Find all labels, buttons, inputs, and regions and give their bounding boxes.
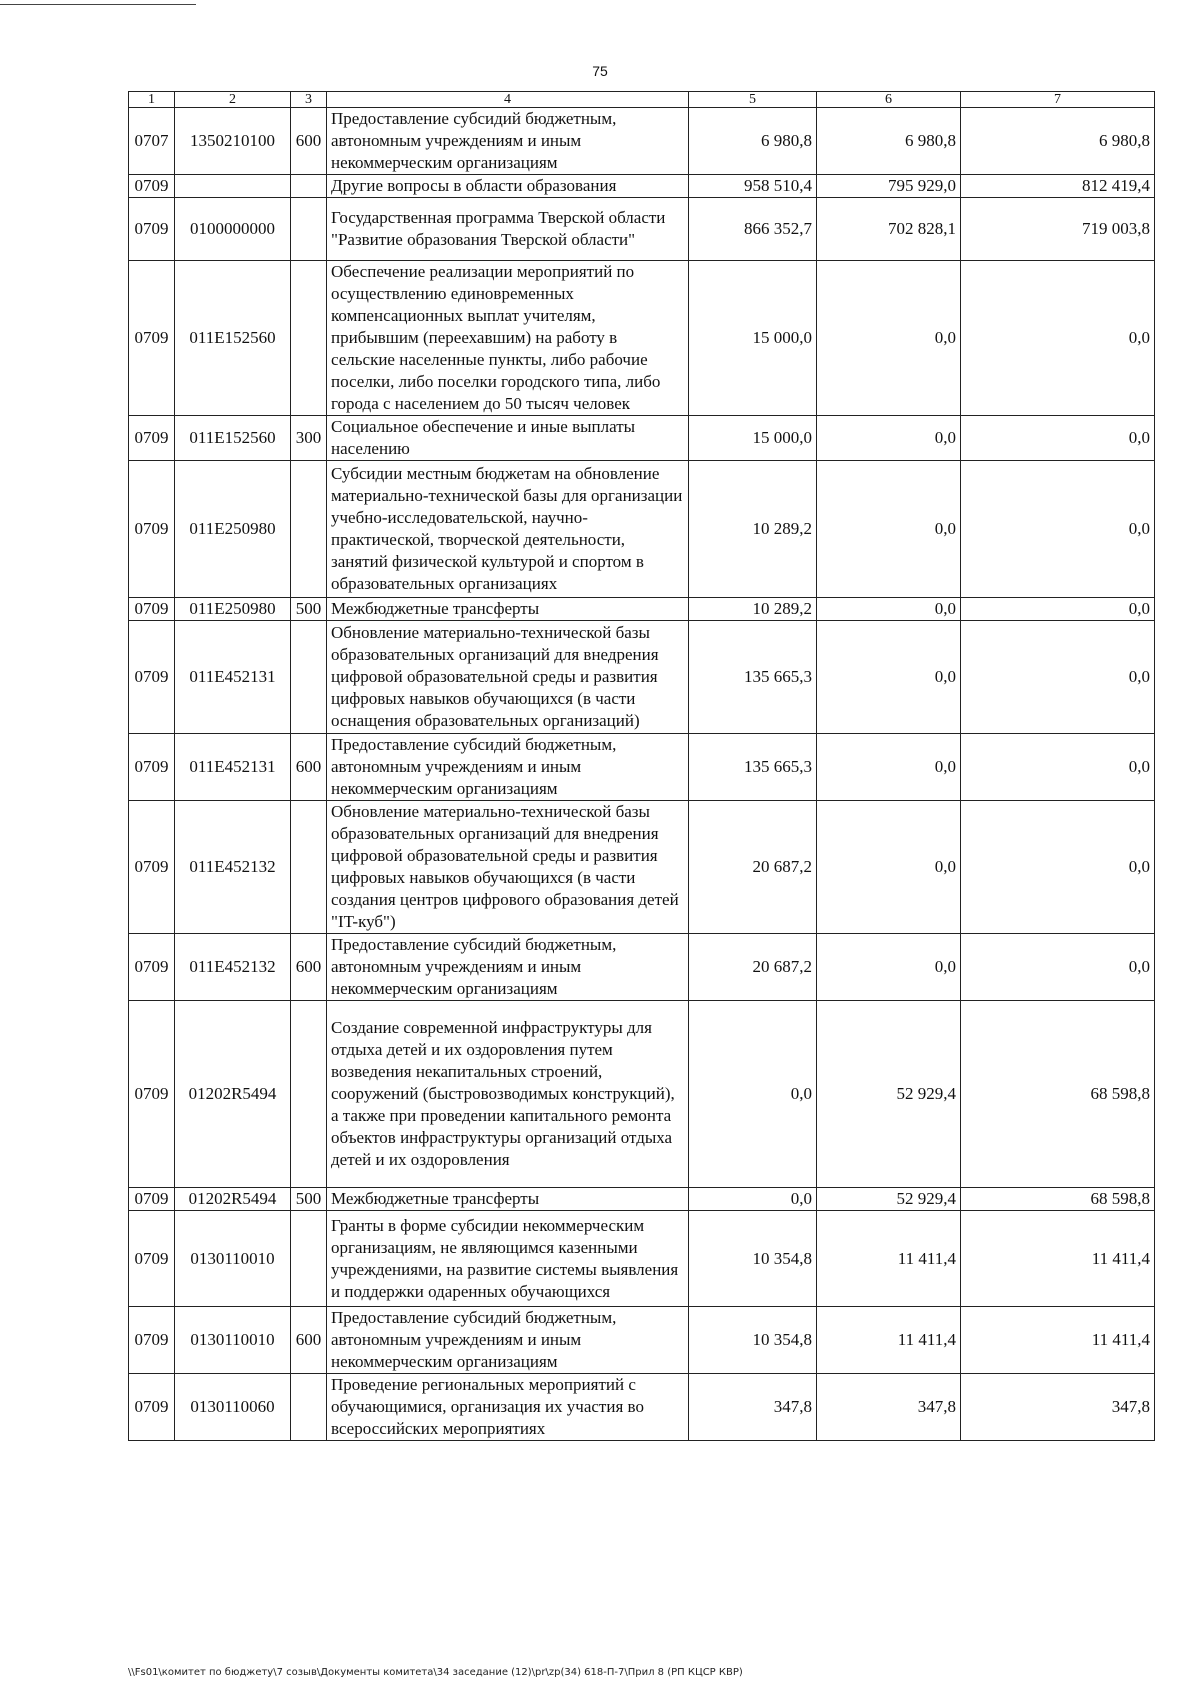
amount-year-2-cell: 0,0 xyxy=(817,934,961,1001)
section-code-cell: 0709 xyxy=(129,198,175,261)
description-cell: Другие вопросы в области образования xyxy=(327,175,689,198)
amount-year-2-cell: 0,0 xyxy=(817,461,961,598)
section-code-cell: 0709 xyxy=(129,1211,175,1307)
amount-year-1-cell: 10 354,8 xyxy=(689,1211,817,1307)
amount-year-3-cell: 0,0 xyxy=(961,461,1155,598)
expense-type-cell xyxy=(291,1374,327,1441)
section-code-cell: 0709 xyxy=(129,734,175,801)
column-header-row xyxy=(129,92,1155,108)
column-header: 5 xyxy=(689,92,817,108)
amount-year-2-cell: 0,0 xyxy=(817,416,961,461)
amount-year-1-cell: 135 665,3 xyxy=(689,734,817,801)
description-cell: Предоставление субсидий бюджетным, автономным учреждениям и иным некоммерческим организациям xyxy=(327,1307,689,1374)
amount-year-1-cell: 135 665,3 xyxy=(689,621,817,734)
description-cell: Межбюджетные трансферты xyxy=(327,598,689,621)
amount-year-3-cell: 0,0 xyxy=(961,934,1155,1001)
amount-year-3-cell: 0,0 xyxy=(961,801,1155,934)
table-row xyxy=(129,1188,1155,1211)
target-code-cell: 011E250980 xyxy=(175,461,291,598)
amount-year-2-cell: 0,0 xyxy=(817,261,961,416)
page-number: 75 xyxy=(592,63,608,79)
amount-year-3-cell: 11 411,4 xyxy=(961,1307,1155,1374)
section-code-cell: 0709 xyxy=(129,934,175,1001)
amount-year-3-cell: 68 598,8 xyxy=(961,1001,1155,1188)
table-row xyxy=(129,934,1155,1001)
section-code-cell: 0709 xyxy=(129,416,175,461)
table-row xyxy=(129,801,1155,934)
table-row xyxy=(129,621,1155,734)
amount-year-3-cell: 68 598,8 xyxy=(961,1188,1155,1211)
amount-year-1-cell: 10 289,2 xyxy=(689,461,817,598)
amount-year-3-cell: 0,0 xyxy=(961,261,1155,416)
expense-type-cell: 500 xyxy=(291,598,327,621)
corner-line xyxy=(0,4,196,5)
amount-year-1-cell: 20 687,2 xyxy=(689,801,817,934)
expense-type-cell xyxy=(291,261,327,416)
column-header: 1 xyxy=(129,92,175,108)
amount-year-3-cell: 0,0 xyxy=(961,621,1155,734)
target-code-cell: 011E250980 xyxy=(175,598,291,621)
amount-year-2-cell: 11 411,4 xyxy=(817,1211,961,1307)
section-code-cell: 0709 xyxy=(129,461,175,598)
target-code-cell: 0130110010 xyxy=(175,1211,291,1307)
target-code-cell: 0130110060 xyxy=(175,1374,291,1441)
amount-year-2-cell: 11 411,4 xyxy=(817,1307,961,1374)
amount-year-3-cell: 0,0 xyxy=(961,734,1155,801)
target-code-cell: 011E452132 xyxy=(175,801,291,934)
section-code-cell: 0709 xyxy=(129,1001,175,1188)
column-header: 2 xyxy=(175,92,291,108)
table-row xyxy=(129,1001,1155,1188)
expense-type-cell xyxy=(291,461,327,598)
column-header: 3 xyxy=(291,92,327,108)
description-cell: Создание современной инфраструктуры для отдыха детей и их оздоровления путем возведения некапитальных строений, сооружений (быстровозводимых конструкций), а также при проведении капитального ремонта объектов инфраструктуры организаций отдыха детей и их оздоровления xyxy=(327,1001,689,1188)
amount-year-1-cell: 15 000,0 xyxy=(689,261,817,416)
expense-type-cell xyxy=(291,1001,327,1188)
column-header: 7 xyxy=(961,92,1155,108)
section-code-cell: 0709 xyxy=(129,801,175,934)
expense-type-cell xyxy=(291,801,327,934)
target-code-cell: 01202R5494 xyxy=(175,1001,291,1188)
target-code-cell: 011E152560 xyxy=(175,261,291,416)
amount-year-3-cell: 0,0 xyxy=(961,598,1155,621)
description-cell: Предоставление субсидий бюджетным, автономным учреждениям и иным некоммерческим организациям xyxy=(327,934,689,1001)
table-row xyxy=(129,1307,1155,1374)
amount-year-1-cell: 10 354,8 xyxy=(689,1307,817,1374)
section-code-cell: 0707 xyxy=(129,108,175,175)
expense-type-cell: 600 xyxy=(291,108,327,175)
table-row xyxy=(129,416,1155,461)
description-cell: Государственная программа Тверской области "Развитие образования Тверской области" xyxy=(327,198,689,261)
amount-year-3-cell: 347,8 xyxy=(961,1374,1155,1441)
amount-year-1-cell: 0,0 xyxy=(689,1188,817,1211)
amount-year-1-cell: 958 510,4 xyxy=(689,175,817,198)
footer-file-path: \\Fs01\комитет по бюджету\7 созыв\Документы комитета\34 заседание (12)\pr\zp(34) 618-П-7\Прил 8 (РП КЦСР КВР) xyxy=(128,1667,743,1678)
description-cell: Обновление материально-технической базы образовательных организаций для внедрения цифровой образовательной среды и развития цифровых навыков обучающихся (в части создания центров цифрового образования детей "IT-куб") xyxy=(327,801,689,934)
amount-year-3-cell: 719 003,8 xyxy=(961,198,1155,261)
table-row xyxy=(129,261,1155,416)
amount-year-3-cell: 11 411,4 xyxy=(961,1211,1155,1307)
amount-year-2-cell: 0,0 xyxy=(817,598,961,621)
column-header: 4 xyxy=(327,92,689,108)
expense-type-cell: 600 xyxy=(291,734,327,801)
table-row xyxy=(129,1211,1155,1307)
description-cell: Социальное обеспечение и иные выплаты населению xyxy=(327,416,689,461)
amount-year-1-cell: 866 352,7 xyxy=(689,198,817,261)
expense-type-cell xyxy=(291,1211,327,1307)
section-code-cell: 0709 xyxy=(129,1188,175,1211)
amount-year-2-cell: 0,0 xyxy=(817,801,961,934)
expense-type-cell xyxy=(291,175,327,198)
target-code-cell xyxy=(175,175,291,198)
expense-type-cell xyxy=(291,198,327,261)
amount-year-3-cell: 6 980,8 xyxy=(961,108,1155,175)
expense-type-cell: 500 xyxy=(291,1188,327,1211)
expense-type-cell xyxy=(291,621,327,734)
amount-year-2-cell: 347,8 xyxy=(817,1374,961,1441)
amount-year-3-cell: 0,0 xyxy=(961,416,1155,461)
amount-year-1-cell: 20 687,2 xyxy=(689,934,817,1001)
amount-year-1-cell: 10 289,2 xyxy=(689,598,817,621)
target-code-cell: 0130110010 xyxy=(175,1307,291,1374)
target-code-cell: 011E452131 xyxy=(175,621,291,734)
table-row xyxy=(129,175,1155,198)
amount-year-2-cell: 6 980,8 xyxy=(817,108,961,175)
column-header: 6 xyxy=(817,92,961,108)
target-code-cell: 011E452132 xyxy=(175,934,291,1001)
expense-type-cell: 600 xyxy=(291,1307,327,1374)
table-row xyxy=(129,598,1155,621)
table-row xyxy=(129,108,1155,175)
description-cell: Межбюджетные трансферты xyxy=(327,1188,689,1211)
target-code-cell: 011E452131 xyxy=(175,734,291,801)
target-code-cell: 0100000000 xyxy=(175,198,291,261)
amount-year-2-cell: 0,0 xyxy=(817,621,961,734)
table-row xyxy=(129,1374,1155,1441)
amount-year-1-cell: 347,8 xyxy=(689,1374,817,1441)
amount-year-1-cell: 15 000,0 xyxy=(689,416,817,461)
description-cell: Обеспечение реализации мероприятий по осуществлению единовременных компенсационных выплат учителям, прибывшим (переехавшим) на работу в сельские населенные пункты, либо рабочие поселки, либо поселки городского типа, либо города с населением до 50 тысяч человек xyxy=(327,261,689,416)
amount-year-2-cell: 52 929,4 xyxy=(817,1188,961,1211)
amount-year-3-cell: 812 419,4 xyxy=(961,175,1155,198)
section-code-cell: 0709 xyxy=(129,598,175,621)
target-code-cell: 01202R5494 xyxy=(175,1188,291,1211)
amount-year-2-cell: 702 828,1 xyxy=(817,198,961,261)
table-row xyxy=(129,461,1155,598)
description-cell: Предоставление субсидий бюджетным, автономным учреждениям и иным некоммерческим организациям xyxy=(327,108,689,175)
description-cell: Обновление материально-технической базы образовательных организаций для внедрения цифровой образовательной среды и развития цифровых навыков обучающихся (в части оснащения образовательных организаций) xyxy=(327,621,689,734)
description-cell: Гранты в форме субсидии некоммерческим организациям, не являющимся казенными учреждениями, на развитие системы выявления и поддержки одаренных обучающихся xyxy=(327,1211,689,1307)
expense-type-cell: 600 xyxy=(291,934,327,1001)
description-cell: Предоставление субсидий бюджетным, автономным учреждениям и иным некоммерческим организациям xyxy=(327,734,689,801)
budget-table xyxy=(128,91,1155,1441)
expense-type-cell: 300 xyxy=(291,416,327,461)
description-cell: Проведение региональных мероприятий с обучающимися, организация их участия во всероссийских мероприятиях xyxy=(327,1374,689,1441)
table-row xyxy=(129,198,1155,261)
section-code-cell: 0709 xyxy=(129,175,175,198)
target-code-cell: 011E152560 xyxy=(175,416,291,461)
section-code-cell: 0709 xyxy=(129,261,175,416)
section-code-cell: 0709 xyxy=(129,621,175,734)
description-cell: Субсидии местным бюджетам на обновление материально-технической базы для организации учебно-исследовательской, научно-практической, творческой деятельности, занятий физической культурой и спортом в образовательных организациях xyxy=(327,461,689,598)
section-code-cell: 0709 xyxy=(129,1307,175,1374)
section-code-cell: 0709 xyxy=(129,1374,175,1441)
amount-year-1-cell: 6 980,8 xyxy=(689,108,817,175)
amount-year-2-cell: 795 929,0 xyxy=(817,175,961,198)
table-row xyxy=(129,734,1155,801)
target-code-cell: 1350210100 xyxy=(175,108,291,175)
amount-year-2-cell: 0,0 xyxy=(817,734,961,801)
amount-year-1-cell: 0,0 xyxy=(689,1001,817,1188)
amount-year-2-cell: 52 929,4 xyxy=(817,1001,961,1188)
